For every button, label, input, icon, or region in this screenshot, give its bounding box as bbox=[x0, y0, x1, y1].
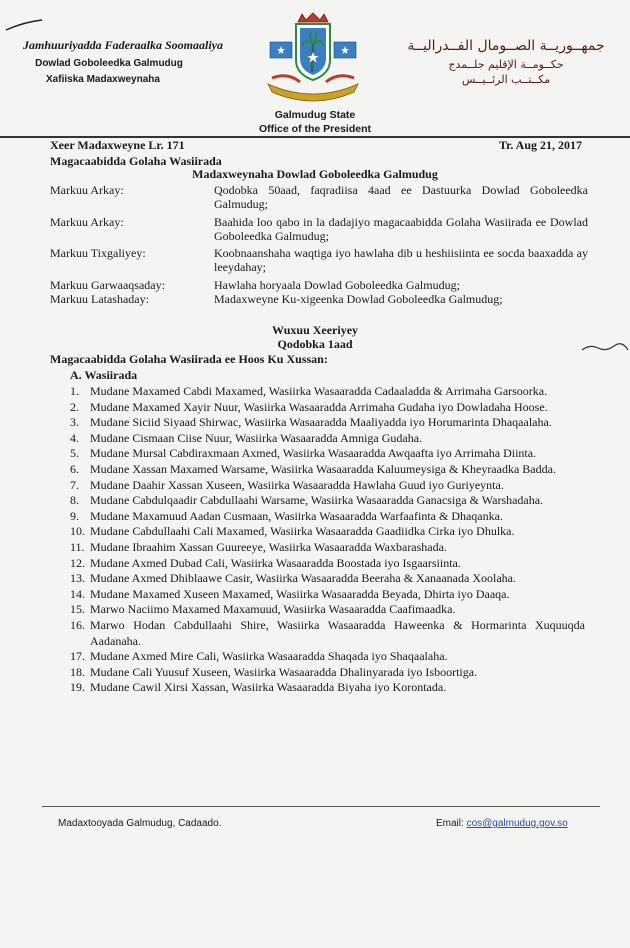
header-left-line1: Jamhuuriyadda Faderaalka Soomaaliya bbox=[22, 38, 224, 52]
item-number: 12. bbox=[70, 555, 85, 570]
decree-subject: Magacaabidda Golaha Wasiirada bbox=[50, 154, 222, 168]
pen-stroke-mark bbox=[4, 18, 44, 32]
decree-verb: Wuxuu Xeeriyey bbox=[271, 323, 359, 337]
appointment-heading: Magacaabidda Golaha Wasiirada ee Hoos Ku Xussan: bbox=[50, 352, 328, 366]
email-link[interactable]: cos@galmudug.gov.so bbox=[466, 818, 568, 829]
item-text: Mudane Axmed Mire Cali, Wasiirka Wasaaradda Shaqada iyo Shaqaalaha. bbox=[90, 649, 448, 664]
header-left-line2: Dowlad Goboleedka Galmudug bbox=[35, 58, 183, 69]
item-number: 4. bbox=[70, 430, 79, 445]
pen-squiggle-mark bbox=[580, 340, 630, 354]
list-item bbox=[70, 524, 585, 540]
item-number: 11. bbox=[70, 539, 85, 554]
item-text: Mudane Maxamed Xayir Nuur, Wasiirka Wasaaradda Arrimaha Gudaha iyo Dowladaha Hoose. bbox=[90, 399, 548, 414]
list-item bbox=[70, 462, 585, 478]
list-item bbox=[70, 540, 585, 556]
item-text: Mudane Maxamed Cabdi Maxamed, Wasiirka Wasaaradda Cadaaladda & Arrimaha Garsoorka. bbox=[90, 384, 548, 398]
recital-value: Baahida loo qabo in la dadajiyo magacaabidda Golaha Wasiirada ee Dowlad Goboleedka Galmudug; bbox=[214, 215, 588, 243]
article-title: Qodobka 1aad bbox=[277, 337, 353, 351]
item-number: 17. bbox=[70, 649, 85, 664]
section-a-title: A. Wasiirada bbox=[70, 368, 138, 382]
header-right-line1: جمهــوريــة الصــومال الفــدراليــة bbox=[407, 38, 605, 54]
item-text: Mudane Mursal Cabdiraxmaan Axmed, Wasiirka Wasaaradda Awqaafta iyo Arrimaha Diinta. bbox=[90, 446, 537, 461]
header-right-line3: مكــتــب الرئــيــس bbox=[461, 73, 551, 86]
item-number: 3. bbox=[70, 415, 79, 430]
header-left-line3: Xafiiska Madaxweynaha bbox=[46, 74, 160, 85]
item-text: Marwo Hodan Cabdullaahi Shire, Wasiirka Wasaaradda Haweenka & Hormarinta Xuquuqda Aadanaha. bbox=[90, 617, 585, 648]
recital-key: Markuu Garwaaqsaday: bbox=[50, 278, 165, 292]
recital-key: Markuu Arkay: bbox=[50, 183, 124, 197]
recital-value: Hawlaha horyaala Dowlad Goboleedka Galmudug; bbox=[214, 278, 460, 292]
item-text: Mudane Cawil Xirsi Xassan, Wasiirka Wasaaradda Biyaha iyo Korontada. bbox=[90, 680, 447, 695]
recital-key: Markuu Latashaday: bbox=[50, 292, 149, 306]
item-number: 7. bbox=[70, 477, 79, 492]
item-number: 6. bbox=[70, 461, 79, 476]
header-right-arabic bbox=[396, 38, 616, 86]
list-item bbox=[70, 478, 585, 494]
list-item bbox=[70, 431, 585, 447]
state-name: Galmudug State bbox=[274, 109, 356, 121]
list-item bbox=[70, 493, 585, 509]
decree-reference: Xeer Madaxweyne Lr. 171 bbox=[50, 138, 185, 152]
list-item bbox=[70, 649, 585, 665]
header-left-somali bbox=[8, 38, 238, 85]
recital-value: Qodobka 50aad, faqradiisa 4aad ee Dastuurka Dowlad Goboleedka Galmudug; bbox=[214, 183, 588, 211]
item-text: Mudane Daahir Xassan Xuseen, Wasiirka Wasaaradda Hawlaha Guud iyo Guriyeynta. bbox=[90, 477, 504, 492]
header-right-line2: حكــومــة الإقليم جلــمدج bbox=[448, 58, 564, 71]
office-name: Office of the President bbox=[258, 123, 372, 135]
list-item bbox=[70, 571, 585, 587]
item-text: Mudane Cabdullaahi Cali Maxamed, Wasiirka Wasaaradda Gaadiidka Cirka iyo Dhulka. bbox=[90, 524, 515, 539]
item-number: 13. bbox=[70, 571, 85, 586]
list-item bbox=[70, 680, 585, 696]
item-number: 1. bbox=[70, 384, 79, 398]
item-number: 16. bbox=[70, 617, 85, 632]
list-item bbox=[70, 415, 585, 431]
issuer-title: Madaxweynaha Dowlad Goboleedka Galmudug bbox=[192, 167, 438, 181]
item-number: 8. bbox=[70, 493, 79, 508]
list-item bbox=[70, 602, 585, 618]
item-text: Mudane Axmed Dhiblaawe Casir, Wasiirka Wasaaradda Beeraha & Xanaanada Xoolaha. bbox=[90, 571, 516, 586]
recital-key: Markuu Tixgaliyey: bbox=[50, 246, 146, 260]
item-number: 5. bbox=[70, 446, 79, 461]
list-item bbox=[70, 556, 585, 572]
footer-email bbox=[436, 818, 568, 829]
item-text: Mudane Cali Yuusuf Xuseen, Wasiirka Wasaaradda Dhalinyarada iyo Isboortiga. bbox=[90, 664, 478, 679]
recital-value: Madaxweyne Ku-xigeenka Dowlad Goboleedka Galmudug; bbox=[214, 292, 503, 306]
item-text: Mudane Ibraahim Xassan Guureeye, Wasiirka Wasaaradda Waxbarashada. bbox=[90, 539, 447, 554]
list-item bbox=[70, 618, 585, 649]
item-text: Mudane Maxamuud Aadan Cusmaan, Wasiirka Wasaaradda Warfaafinta & Dhaqanka. bbox=[90, 508, 503, 523]
list-item bbox=[70, 400, 585, 416]
recital-value: Koobnaanshaha waqtiga iyo hawlaha dib u heshiisiinta ee socda baaxadda ay leeydahay; bbox=[214, 246, 588, 274]
state-name-block bbox=[230, 108, 400, 136]
item-text: Mudane Siciid Siyaad Shirwac, Wasiirka Wasaaradda Maaliyadda iyo Horumarinta Dhaqaalaha. bbox=[90, 415, 552, 430]
list-item bbox=[70, 665, 585, 681]
item-text: Mudane Axmed Dubad Cali, Wasiirka Wasaaradda Boostada iyo Isgaarsiinta. bbox=[90, 555, 461, 570]
item-number: 15. bbox=[70, 602, 85, 617]
email-label: Email: bbox=[436, 818, 464, 829]
item-text: Mudane Cabdulqaadir Cabdullaahi Warsame, Wasiirka Wasaaradda Ganacsiga & Warshadaha. bbox=[90, 493, 544, 508]
item-number: 10. bbox=[70, 524, 85, 539]
item-text: Mudane Maxamed Xuseen Maxamed, Wasiirka Wasaaradda Beyada, Dhirta iyo Daaqa. bbox=[90, 586, 510, 601]
ministers-list bbox=[70, 384, 585, 696]
item-number: 18. bbox=[70, 664, 85, 679]
item-text: Mudane Xassan Maxamed Warsame, Wasiirka Wasaaradda Kaluumeysiga & Kheyraadka Badda. bbox=[90, 461, 556, 476]
galmudug-emblem bbox=[258, 12, 368, 104]
footer-divider bbox=[42, 806, 600, 807]
footer-address: Madaxtooyada Galmudug, Cadaado. bbox=[58, 818, 222, 829]
item-number: 2. bbox=[70, 399, 79, 414]
item-text: Mudane Cismaan Ciise Nuur, Wasiirka Wasaaradda Amniga Gudaha. bbox=[90, 430, 423, 445]
item-number: 14. bbox=[70, 586, 85, 601]
recital-key: Markuu Arkay: bbox=[50, 215, 124, 229]
list-item bbox=[70, 587, 585, 603]
list-item bbox=[70, 509, 585, 525]
item-number: 9. bbox=[70, 508, 79, 523]
list-item bbox=[70, 446, 585, 462]
item-number: 19. bbox=[70, 680, 85, 695]
item-text: Marwo Naciimo Maxamed Maxamuud, Wasiirka Wasaaradda Caafimaadka. bbox=[90, 602, 456, 617]
list-item bbox=[70, 384, 585, 400]
decree-date: Tr. Aug 21, 2017 bbox=[498, 138, 582, 152]
